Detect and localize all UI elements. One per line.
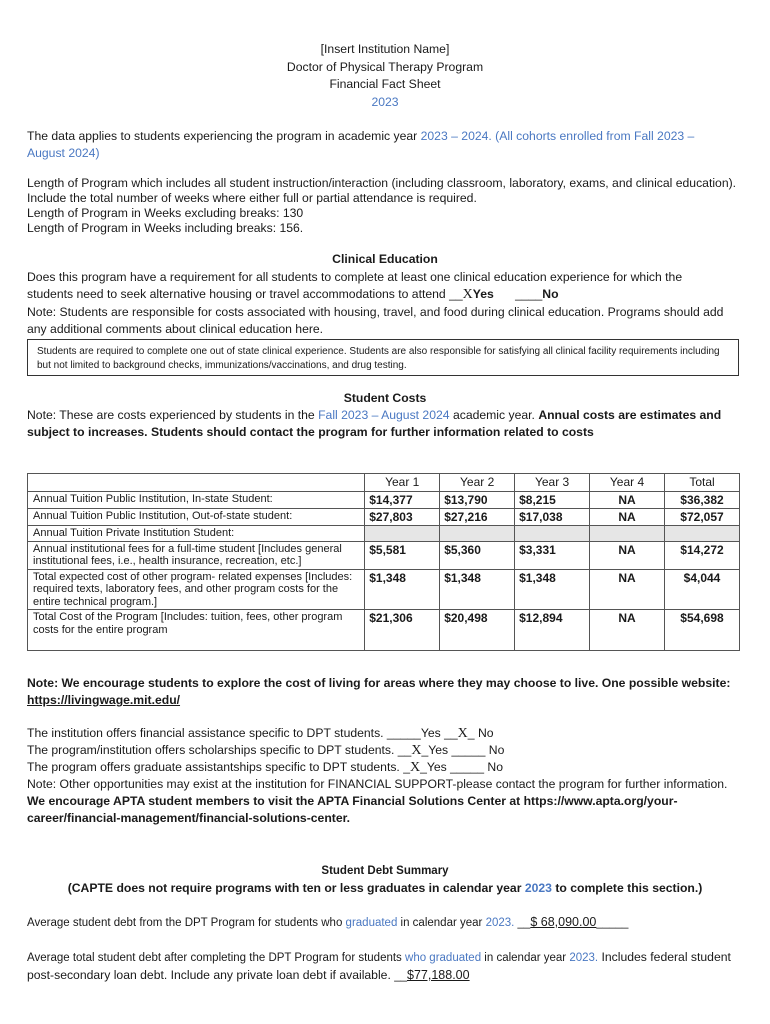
cell-value: NA bbox=[590, 569, 665, 610]
sch-text: The program/institution offers scholarships specific to DPT students. __ bbox=[27, 743, 412, 757]
cell-value bbox=[665, 526, 740, 542]
program-name: Doctor of Physical Therapy Program bbox=[286, 59, 484, 74]
table-row bbox=[28, 569, 740, 610]
cell-value: $14,377 bbox=[365, 492, 440, 509]
costs-table bbox=[27, 473, 740, 651]
cell-value: $72,057 bbox=[665, 509, 740, 526]
average-debt bbox=[27, 914, 743, 932]
capte-year: 2023 bbox=[524, 881, 552, 895]
capte-tail: to complete this section.) bbox=[551, 881, 703, 895]
aid-scholarships bbox=[27, 742, 743, 759]
institution-name: [Insert Institution Name] bbox=[320, 42, 450, 56]
length-description: Length of Program which includes all student instruction/interaction (including classroom, laboratory, exams, and clinical education). Include the total number of weeks where either full or partial attendance is required. bbox=[27, 176, 737, 205]
clinical-no-label: No bbox=[542, 287, 559, 301]
cell-value: $13,790 bbox=[440, 492, 515, 509]
total-debt-value: $77,188.00 bbox=[407, 968, 470, 982]
col-year3: Year 3 bbox=[515, 474, 590, 492]
clinical-note: Note: Students are responsible for costs associated with housing, travel, and food during clinical education. Programs should add any additional comments about clinical education here. bbox=[27, 305, 724, 336]
table-row bbox=[28, 526, 740, 542]
col-year2: Year 2 bbox=[440, 474, 515, 492]
cell-value: $5,581 bbox=[365, 541, 440, 569]
ga-text: The program offers graduate assistantships specific to DPT students. _ bbox=[27, 760, 410, 774]
cell-value: $8,215 bbox=[515, 492, 590, 509]
avg-graduated: graduated bbox=[345, 917, 398, 929]
fa-mark: X bbox=[457, 726, 468, 741]
table-row bbox=[28, 509, 740, 526]
cell-value: $3,331 bbox=[515, 541, 590, 569]
clinical-question-line2: students need to seek alternative housing or travel accommodations to attend bbox=[27, 287, 450, 301]
table-row bbox=[28, 541, 740, 569]
total-pre: __ bbox=[394, 970, 408, 982]
length-including-breaks: Length of Program in Weeks including breaks: 156. bbox=[27, 221, 304, 235]
ga-mark: X bbox=[409, 760, 421, 775]
cell-value: $21,306 bbox=[365, 610, 440, 651]
costs-note bbox=[27, 407, 743, 441]
living-note bbox=[27, 675, 743, 709]
fa-text: The institution offers financial assistance specific to DPT students. _____Yes __ bbox=[27, 726, 458, 740]
capte-lead: (CAPTE does not require programs with ten or less graduates in calendar year bbox=[67, 881, 525, 895]
total-lead: Average total student debt after completing the DPT Program for students bbox=[27, 952, 406, 964]
total-graduated: who graduated bbox=[405, 952, 482, 964]
col-year4: Year 4 bbox=[590, 474, 665, 492]
intro-lead: The data applies to students experiencing the program in academic year bbox=[27, 129, 421, 143]
clinical-yes-mark: X bbox=[462, 287, 473, 302]
intro-cohorts: (All cohorts enrolled from Fall 2023 – bbox=[491, 129, 695, 143]
total-debt bbox=[27, 949, 743, 985]
aid-financial-assistance bbox=[27, 725, 743, 742]
cell-value: $4,044 bbox=[665, 569, 740, 610]
financial-aid bbox=[27, 725, 743, 827]
cell-value: $17,038 bbox=[515, 509, 590, 526]
total-mid: in calendar year bbox=[481, 952, 570, 964]
debt-heading: Student Debt Summary bbox=[321, 865, 449, 877]
living-wage-link[interactable]: https://livingwage.mit.edu/ bbox=[27, 693, 181, 707]
apta-note: We encourage APTA student members to visit the APTA Financial Solutions Center at https://www.apta.org/your-career/financial-management/financial-solutions-center. bbox=[27, 794, 678, 825]
aid-assistantships bbox=[27, 759, 743, 776]
length-excluding-breaks: Length of Program in Weeks excluding breaks: 130 bbox=[27, 206, 304, 220]
sch-tail: _Yes _____ No bbox=[421, 743, 505, 757]
cell-value: NA bbox=[590, 610, 665, 651]
intro-cohorts-end: August 2024) bbox=[27, 146, 100, 160]
clinical-heading: Clinical Education bbox=[332, 252, 438, 266]
program-length bbox=[27, 176, 743, 236]
avg-pre: __ bbox=[514, 917, 531, 929]
average-debt-value: $ 68,090.00 bbox=[530, 915, 597, 929]
cell-value: NA bbox=[590, 509, 665, 526]
row-label: Annual Tuition Private Institution Student: bbox=[28, 526, 365, 542]
no-blank: ____ bbox=[515, 287, 543, 301]
row-label: Annual institutional fees for a full-time student [Includes general institutional fees, i.e., health insurance, recreation, etc.] bbox=[28, 541, 365, 569]
yes-blank: __ bbox=[449, 287, 463, 301]
table-row bbox=[28, 610, 740, 651]
cell-value bbox=[590, 526, 665, 542]
avg-lead: Average student debt from the DPT Program for students who bbox=[27, 917, 346, 929]
cell-value: $14,272 bbox=[665, 541, 740, 569]
capte-note bbox=[27, 880, 743, 897]
table-header-row bbox=[28, 474, 740, 492]
cell-value: $54,698 bbox=[665, 610, 740, 651]
cell-value: $27,803 bbox=[365, 509, 440, 526]
costs-note-mid: academic year. bbox=[449, 408, 539, 422]
avg-mid: in calendar year bbox=[397, 917, 486, 929]
document-title: Financial Fact Sheet bbox=[329, 77, 441, 91]
cell-value: $1,348 bbox=[365, 569, 440, 610]
fa-tail: _ No bbox=[467, 726, 494, 740]
document-header bbox=[0, 41, 770, 111]
cell-value: $12,894 bbox=[515, 610, 590, 651]
sch-mark: X bbox=[411, 743, 422, 758]
row-label: Annual Tuition Public Institution, In-state Student: bbox=[28, 492, 365, 509]
avg-year: 2023. bbox=[485, 917, 515, 929]
living-note-text: Note: We encourage students to explore the cost of living for areas where they may choose to live. One possible website: bbox=[27, 676, 731, 690]
table-corner bbox=[28, 474, 365, 492]
cell-value bbox=[440, 526, 515, 542]
cell-value: $5,360 bbox=[440, 541, 515, 569]
cell-value: $27,216 bbox=[440, 509, 515, 526]
total-line2: post-secondary loan debt. Include any private loan debt if available. bbox=[27, 968, 395, 982]
clinical-question bbox=[27, 269, 743, 303]
col-total: Total bbox=[665, 474, 740, 492]
clinical-yes-label: Yes bbox=[472, 287, 494, 301]
costs-note-term: Fall 2023 – August 2024 bbox=[318, 408, 450, 422]
aid-other-note: Note: Other opportunities may exist at the institution for FINANCIAL SUPPORT-please contact the program for further information. bbox=[27, 777, 728, 791]
clinical-comment-box: Students are required to complete one out of state clinical experience. Students are also responsible for satisfying all clinical facility requirements including but not limited to background checks, immunizations/vaccinations, and drug testing. bbox=[27, 339, 739, 376]
cell-value: $36,382 bbox=[665, 492, 740, 509]
table-row bbox=[28, 492, 740, 509]
cell-value: NA bbox=[590, 492, 665, 509]
intro-paragraph bbox=[27, 128, 743, 162]
costs-note-lead: Note: These are costs experienced by students in the bbox=[27, 408, 319, 422]
cell-value bbox=[515, 526, 590, 542]
cell-value: $20,498 bbox=[440, 610, 515, 651]
row-label: Annual Tuition Public Institution, Out-of-state student: bbox=[28, 509, 365, 526]
document-year: 2023 bbox=[371, 94, 399, 109]
costs-heading: Student Costs bbox=[343, 391, 427, 405]
total-rest: Includes federal student bbox=[598, 950, 731, 964]
row-label: Total expected cost of other program- related expenses [Includes: required texts, laboratory fees, and other program costs for the entire technical program.] bbox=[28, 569, 365, 610]
total-year: 2023. bbox=[569, 952, 599, 964]
cell-value: NA bbox=[590, 541, 665, 569]
cell-value: $1,348 bbox=[515, 569, 590, 610]
cell-value bbox=[365, 526, 440, 542]
clinical-question-line1: Does this program have a requirement for all students to complete at least one clinical education experience for which the bbox=[27, 270, 683, 284]
avg-post: _____ bbox=[596, 917, 629, 929]
row-label: Total Cost of the Program [Includes: tuition, fees, other program costs for the entire program bbox=[28, 610, 365, 651]
cell-value: $1,348 bbox=[440, 569, 515, 610]
costs-note-bold: Annual costs are estimates and subject to increases. Students should contact the program for further information related to costs bbox=[27, 408, 722, 439]
col-year1: Year 1 bbox=[365, 474, 440, 492]
ga-tail: _Yes _____ No bbox=[420, 760, 504, 774]
intro-year-range: 2023 – 2024. bbox=[420, 129, 492, 143]
